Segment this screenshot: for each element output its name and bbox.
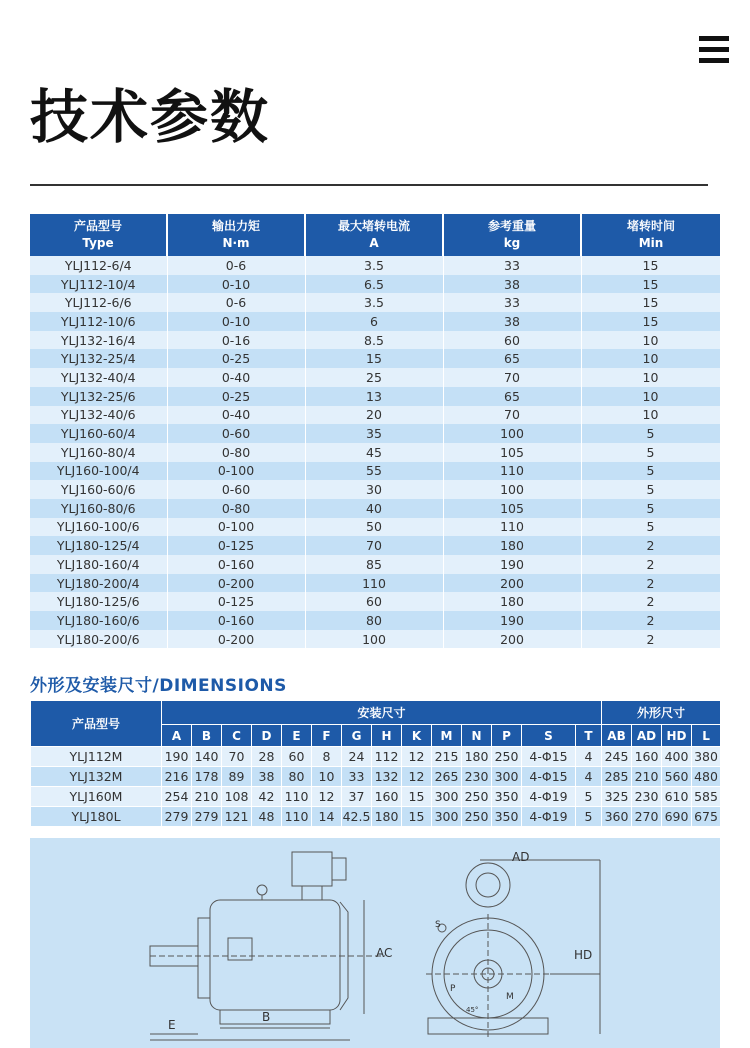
table-cell: 3.5 <box>305 293 443 312</box>
table-cell: 5 <box>576 787 602 807</box>
table-cell: 0-6 <box>167 293 305 312</box>
table-row <box>30 293 720 312</box>
table-cell: 6 <box>305 312 443 331</box>
table-cell: 560 <box>662 767 692 787</box>
hamburger-menu-icon[interactable] <box>699 34 729 64</box>
dimensions-section-title: 外形及安装尺寸/DIMENSIONS <box>30 676 287 696</box>
table-cell: 245 <box>602 747 632 767</box>
table-cell: 4 <box>576 767 602 787</box>
table-cell: 0-100 <box>167 462 305 481</box>
dim-header-type: 产品型号 <box>31 701 162 747</box>
table-cell: 108 <box>222 787 252 807</box>
table-cell: 2 <box>581 574 720 593</box>
table-cell: 13 <box>305 387 443 406</box>
table-cell: 100 <box>305 630 443 649</box>
table-cell: 38 <box>443 312 581 331</box>
table-cell: 2 <box>581 555 720 574</box>
table-cell: 250 <box>492 747 522 767</box>
table-row <box>30 349 720 368</box>
table-row <box>30 480 720 499</box>
table-cell: 190 <box>443 555 581 574</box>
table-cell: YLJ160-60/4 <box>30 424 167 443</box>
table-cell: 60 <box>282 747 312 767</box>
table-cell: YLJ112-6/4 <box>30 256 167 275</box>
table-cell: YLJ180-160/4 <box>30 555 167 574</box>
table-cell: 2 <box>581 611 720 630</box>
table-cell: 0-10 <box>167 275 305 294</box>
table-cell: 585 <box>692 787 721 807</box>
dim-col-header: F <box>312 725 342 747</box>
table-cell: 110 <box>443 462 581 481</box>
brake-box-shape <box>292 852 332 886</box>
table-cell: YLJ180-160/6 <box>30 611 167 630</box>
table-cell: 0-60 <box>167 480 305 499</box>
table-cell: 45 <box>305 443 443 462</box>
table-cell: 210 <box>632 767 662 787</box>
table-cell: 28 <box>252 747 282 767</box>
table-cell: 110 <box>443 518 581 537</box>
table-cell: 105 <box>443 443 581 462</box>
table-cell: 5 <box>581 443 720 462</box>
table-cell: 178 <box>192 767 222 787</box>
table-cell: 0-200 <box>167 630 305 649</box>
table-cell: 100 <box>443 424 581 443</box>
dim-header-install: 安装尺寸 <box>162 701 602 725</box>
table-cell: 12 <box>402 747 432 767</box>
table-cell: 350 <box>492 807 522 827</box>
table-row <box>30 368 720 387</box>
table-cell: 5 <box>581 499 720 518</box>
table-cell: 0-10 <box>167 312 305 331</box>
table-cell: 15 <box>305 349 443 368</box>
label-m: M <box>506 992 514 1002</box>
spec-header-torque: 输出力矩 N·m <box>167 214 305 256</box>
table-cell: 0-80 <box>167 499 305 518</box>
table-cell: 250 <box>462 787 492 807</box>
table-cell: 60 <box>305 592 443 611</box>
table-row <box>31 747 721 767</box>
table-cell: 100 <box>443 480 581 499</box>
dim-col-header: D <box>252 725 282 747</box>
table-cell: YLJ180-200/6 <box>30 630 167 649</box>
table-cell: 4-Φ19 <box>522 787 576 807</box>
table-cell: 35 <box>305 424 443 443</box>
dim-col-header: N <box>462 725 492 747</box>
table-row <box>30 499 720 518</box>
table-cell: 4-Φ15 <box>522 767 576 787</box>
table-cell: 190 <box>443 611 581 630</box>
table-cell: YLJ180-125/4 <box>30 536 167 555</box>
table-cell: 265 <box>432 767 462 787</box>
dim-col-header: A <box>162 725 192 747</box>
label-s: S <box>435 920 441 930</box>
table-cell: 5 <box>581 518 720 537</box>
table-cell: 0-160 <box>167 611 305 630</box>
table-cell: 5 <box>581 480 720 499</box>
table-cell: 250 <box>462 807 492 827</box>
table-cell: 10 <box>581 349 720 368</box>
dim-col-header: T <box>576 725 602 747</box>
table-cell: 65 <box>443 349 581 368</box>
table-cell: 50 <box>305 518 443 537</box>
table-cell: 285 <box>602 767 632 787</box>
table-cell: 10 <box>581 331 720 350</box>
dim-col-header: P <box>492 725 522 747</box>
table-cell: 690 <box>662 807 692 827</box>
table-cell: 14 <box>312 807 342 827</box>
table-cell: 15 <box>581 275 720 294</box>
table-cell: 105 <box>443 499 581 518</box>
table-row <box>31 807 721 827</box>
page-title: 技术参数 <box>30 83 271 151</box>
table-row <box>30 592 720 611</box>
table-cell: 380 <box>692 747 721 767</box>
table-cell: 15 <box>581 312 720 331</box>
dim-header-outline: 外形尺寸 <box>602 701 721 725</box>
table-cell: 33 <box>342 767 372 787</box>
table-cell: 10 <box>581 368 720 387</box>
dim-col-header: G <box>342 725 372 747</box>
table-cell: 110 <box>282 787 312 807</box>
label-angle: 45° <box>466 1006 479 1014</box>
brake-circle-shape <box>466 863 510 907</box>
table-cell: YLJ160M <box>31 787 162 807</box>
table-cell: 65 <box>443 387 581 406</box>
dim-col-header: K <box>402 725 432 747</box>
table-cell: 20 <box>305 406 443 425</box>
table-row <box>30 518 720 537</box>
dim-col-header: S <box>522 725 576 747</box>
table-cell: 610 <box>662 787 692 807</box>
motor-outline-drawing <box>30 838 720 1048</box>
table-cell: 0-125 <box>167 536 305 555</box>
table-cell: 200 <box>443 574 581 593</box>
table-cell: 279 <box>162 807 192 827</box>
table-cell: 33 <box>443 256 581 275</box>
table-cell: 325 <box>602 787 632 807</box>
table-cell: 80 <box>282 767 312 787</box>
table-cell: 675 <box>692 807 721 827</box>
table-cell: 80 <box>305 611 443 630</box>
table-cell: 15 <box>581 293 720 312</box>
table-cell: 480 <box>692 767 721 787</box>
label-e: E <box>168 1018 176 1032</box>
table-cell: 10 <box>312 767 342 787</box>
table-cell: 180 <box>372 807 402 827</box>
label-ac: AC <box>376 946 393 960</box>
table-cell: 132 <box>372 767 402 787</box>
table-cell: 0-40 <box>167 406 305 425</box>
label-ad: AD <box>512 850 530 864</box>
table-cell: 5 <box>576 807 602 827</box>
table-cell: YLJ132M <box>31 767 162 787</box>
table-cell: 110 <box>282 807 312 827</box>
dim-col-header: B <box>192 725 222 747</box>
table-cell: 0-200 <box>167 574 305 593</box>
table-row <box>30 275 720 294</box>
table-cell: 0-40 <box>167 368 305 387</box>
table-cell: 0-100 <box>167 518 305 537</box>
table-cell: 70 <box>305 536 443 555</box>
dim-col-header: L <box>692 725 721 747</box>
spec-table-header <box>30 214 720 256</box>
table-cell: YLJ132-25/4 <box>30 349 167 368</box>
table-cell: 112 <box>372 747 402 767</box>
table-cell: 85 <box>305 555 443 574</box>
table-cell: 0-25 <box>167 387 305 406</box>
table-cell: 110 <box>305 574 443 593</box>
table-cell: 0-60 <box>167 424 305 443</box>
table-cell: 5 <box>581 424 720 443</box>
table-cell: 200 <box>443 630 581 649</box>
table-cell: 24 <box>342 747 372 767</box>
table-row <box>31 787 721 807</box>
dim-col-header: AD <box>632 725 662 747</box>
table-row <box>30 574 720 593</box>
dim-col-header: E <box>282 725 312 747</box>
spec-header-weight: 参考重量 kg <box>443 214 581 256</box>
label-hd: HD <box>574 948 593 962</box>
table-cell: 38 <box>443 275 581 294</box>
table-cell: 180 <box>443 536 581 555</box>
table-cell: 0-160 <box>167 555 305 574</box>
table-cell: 180 <box>462 747 492 767</box>
table-cell: 12 <box>402 767 432 787</box>
table-cell: 300 <box>432 787 462 807</box>
table-cell: 15 <box>581 256 720 275</box>
table-cell: 140 <box>192 747 222 767</box>
table-cell: 121 <box>222 807 252 827</box>
table-cell: 30 <box>305 480 443 499</box>
table-cell: 254 <box>162 787 192 807</box>
table-cell: YLJ160-60/6 <box>30 480 167 499</box>
table-cell: 5 <box>581 462 720 481</box>
table-cell: 270 <box>632 807 662 827</box>
table-cell: 180 <box>443 592 581 611</box>
table-row <box>30 555 720 574</box>
table-cell: YLJ160-100/4 <box>30 462 167 481</box>
table-cell: 300 <box>432 807 462 827</box>
table-cell: YLJ112M <box>31 747 162 767</box>
table-cell: 25 <box>305 368 443 387</box>
table-cell: 40 <box>305 499 443 518</box>
spec-table <box>30 214 721 648</box>
table-cell: YLJ112-10/4 <box>30 275 167 294</box>
motor-body-shape <box>210 900 340 1010</box>
table-cell: 0-6 <box>167 256 305 275</box>
table-cell: YLJ180L <box>31 807 162 827</box>
table-cell: 230 <box>462 767 492 787</box>
table-cell: YLJ132-40/4 <box>30 368 167 387</box>
table-cell: YLJ112-10/6 <box>30 312 167 331</box>
table-cell: 70 <box>443 406 581 425</box>
spec-header-current: 最大堵转电流 A <box>305 214 443 256</box>
table-row <box>30 312 720 331</box>
table-cell: 4 <box>576 747 602 767</box>
table-cell: 6.5 <box>305 275 443 294</box>
table-cell: 60 <box>443 331 581 350</box>
table-cell: 15 <box>402 807 432 827</box>
table-cell: YLJ160-80/6 <box>30 499 167 518</box>
table-cell: 10 <box>581 387 720 406</box>
table-row <box>30 256 720 275</box>
table-cell: YLJ160-100/6 <box>30 518 167 537</box>
table-cell: YLJ180-125/6 <box>30 592 167 611</box>
spec-header-type: 产品型号 Type <box>30 214 167 256</box>
table-cell: 215 <box>432 747 462 767</box>
table-cell: 2 <box>581 592 720 611</box>
table-row <box>31 767 721 787</box>
dim-col-header: AB <box>602 725 632 747</box>
table-cell: 160 <box>372 787 402 807</box>
table-cell: 8 <box>312 747 342 767</box>
dim-col-header: HD <box>662 725 692 747</box>
label-p: P <box>450 984 456 994</box>
table-cell: 2 <box>581 536 720 555</box>
table-cell: YLJ112-6/6 <box>30 293 167 312</box>
table-cell: YLJ132-25/6 <box>30 387 167 406</box>
table-row <box>30 462 720 481</box>
table-row <box>30 387 720 406</box>
table-cell: 42.5 <box>342 807 372 827</box>
title-divider <box>30 184 708 186</box>
table-cell: 2 <box>581 630 720 649</box>
table-cell: 279 <box>192 807 222 827</box>
dimension-drawing <box>30 838 720 1048</box>
table-cell: 15 <box>402 787 432 807</box>
table-cell: 38 <box>252 767 282 787</box>
dim-col-header: C <box>222 725 252 747</box>
table-row <box>30 424 720 443</box>
label-b: B <box>262 1010 271 1024</box>
table-cell: 400 <box>662 747 692 767</box>
table-cell: 33 <box>443 293 581 312</box>
table-cell: 4-Φ15 <box>522 747 576 767</box>
table-cell: 89 <box>222 767 252 787</box>
table-cell: 42 <box>252 787 282 807</box>
table-cell: 0-16 <box>167 331 305 350</box>
table-cell: 8.5 <box>305 331 443 350</box>
table-cell: 160 <box>632 747 662 767</box>
table-cell: YLJ160-80/4 <box>30 443 167 462</box>
dimensions-table <box>30 700 721 827</box>
table-cell: 10 <box>581 406 720 425</box>
dim-col-header: M <box>432 725 462 747</box>
table-cell: 3.5 <box>305 256 443 275</box>
table-row <box>30 630 720 649</box>
table-cell: 70 <box>443 368 581 387</box>
table-cell: 360 <box>602 807 632 827</box>
table-cell: YLJ132-16/4 <box>30 331 167 350</box>
table-row <box>30 611 720 630</box>
table-cell: 216 <box>162 767 192 787</box>
table-cell: 48 <box>252 807 282 827</box>
table-cell: 12 <box>312 787 342 807</box>
table-cell: 350 <box>492 787 522 807</box>
table-cell: 230 <box>632 787 662 807</box>
spec-header-time: 堵转时间 Min <box>581 214 720 256</box>
table-cell: 37 <box>342 787 372 807</box>
dim-col-header: H <box>372 725 402 747</box>
table-cell: YLJ132-40/6 <box>30 406 167 425</box>
table-row <box>30 406 720 425</box>
table-cell: 190 <box>162 747 192 767</box>
table-cell: 0-80 <box>167 443 305 462</box>
table-cell: 0-125 <box>167 592 305 611</box>
table-cell: 300 <box>492 767 522 787</box>
table-row <box>30 443 720 462</box>
table-row <box>30 536 720 555</box>
table-cell: 55 <box>305 462 443 481</box>
table-cell: 0-25 <box>167 349 305 368</box>
table-row <box>30 331 720 350</box>
table-cell: 4-Φ19 <box>522 807 576 827</box>
table-cell: 210 <box>192 787 222 807</box>
table-cell: 70 <box>222 747 252 767</box>
table-cell: YLJ180-200/4 <box>30 574 167 593</box>
